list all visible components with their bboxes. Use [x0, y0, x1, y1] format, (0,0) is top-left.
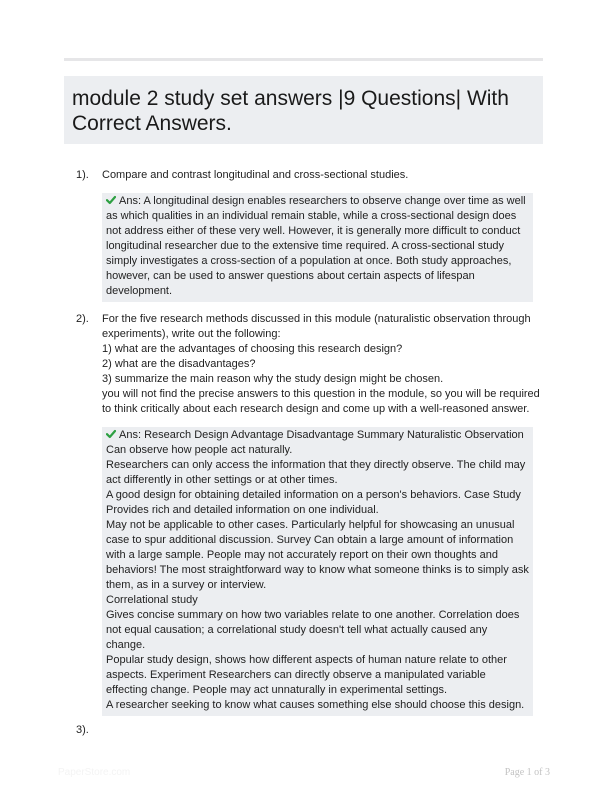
question-text: Compare and contrast longitudinal and cross-sectional studies. — [102, 169, 409, 181]
question-text: For the five research methods discussed in this module (naturalistic observation through experiments), write out the following: 1) what are the advantages of choosing this research design? 2) what are the disadvantages? 3) summarize the main reason why the study design might be chosen. you will not find the precise answers to this question in the module, so you will be required to think critically about each research design and come up with a well-reasoned answer. — [102, 313, 540, 415]
top-rule — [64, 58, 543, 61]
question-1 — [64, 168, 543, 302]
check-icon — [106, 195, 116, 205]
answer-box — [102, 427, 533, 716]
title-box — [64, 76, 543, 144]
footer-watermark: PaperStore.com — [58, 767, 131, 778]
check-icon — [106, 429, 116, 439]
answer-text: Ans: A longitudinal design enables researchers to observe change over time as well as which qualities in an individual remain stable, while a cross-sectional design does not address either of these very well. However, it is generally more difficult to conduct longitudinal researcher due to the extensive time required. A cross-sectional study simply investigates a cross-section of a population at once. Both study approaches, however, can be used to answer questions about certain aspects of lifespan development. — [106, 195, 526, 297]
question-number: 3). — [76, 724, 89, 736]
page-indicator: Page 1 of 3 — [504, 767, 550, 778]
question-number: 2). — [76, 313, 89, 325]
answer-text: Ans: Research Design Advantage Disadvantage Summary Naturalistic Observation Can observe how people act naturally. Researchers can only access the information that they directly observe. The child may act differently in other settings or at other times. A good design for obtaining detailed information on a person's behaviors. Case Study Provides rich and detailed information on one individual. May not be applicable to other cases. Particularly helpful for showcasing an unusual case to spur additional discussion. Survey Can obtain a large amount of information with a large sample. People may not accurately report on their own thoughts and behaviors! The most straightforward way to know what someone thinks is to simply ask them, as in a survey or interview. Correlational study Gives concise summary on how two variables relate to one another. Correlation does not equal causation; a correlational study doesn't tell what actually caused any change. Popular study design, shows how different aspects of human nature relate to other aspects. Experiment Researchers can directly observe a manipulated variable effecting change. People may act unnaturally in experimental settings. A researcher seeking to know what causes something else should choose this design. — [106, 429, 529, 711]
question-number: 1). — [76, 169, 89, 181]
question-2 — [64, 312, 543, 716]
page-title: module 2 study set answers |9 Questions| With Correct Answers. — [72, 87, 509, 135]
answer-box — [102, 193, 533, 302]
